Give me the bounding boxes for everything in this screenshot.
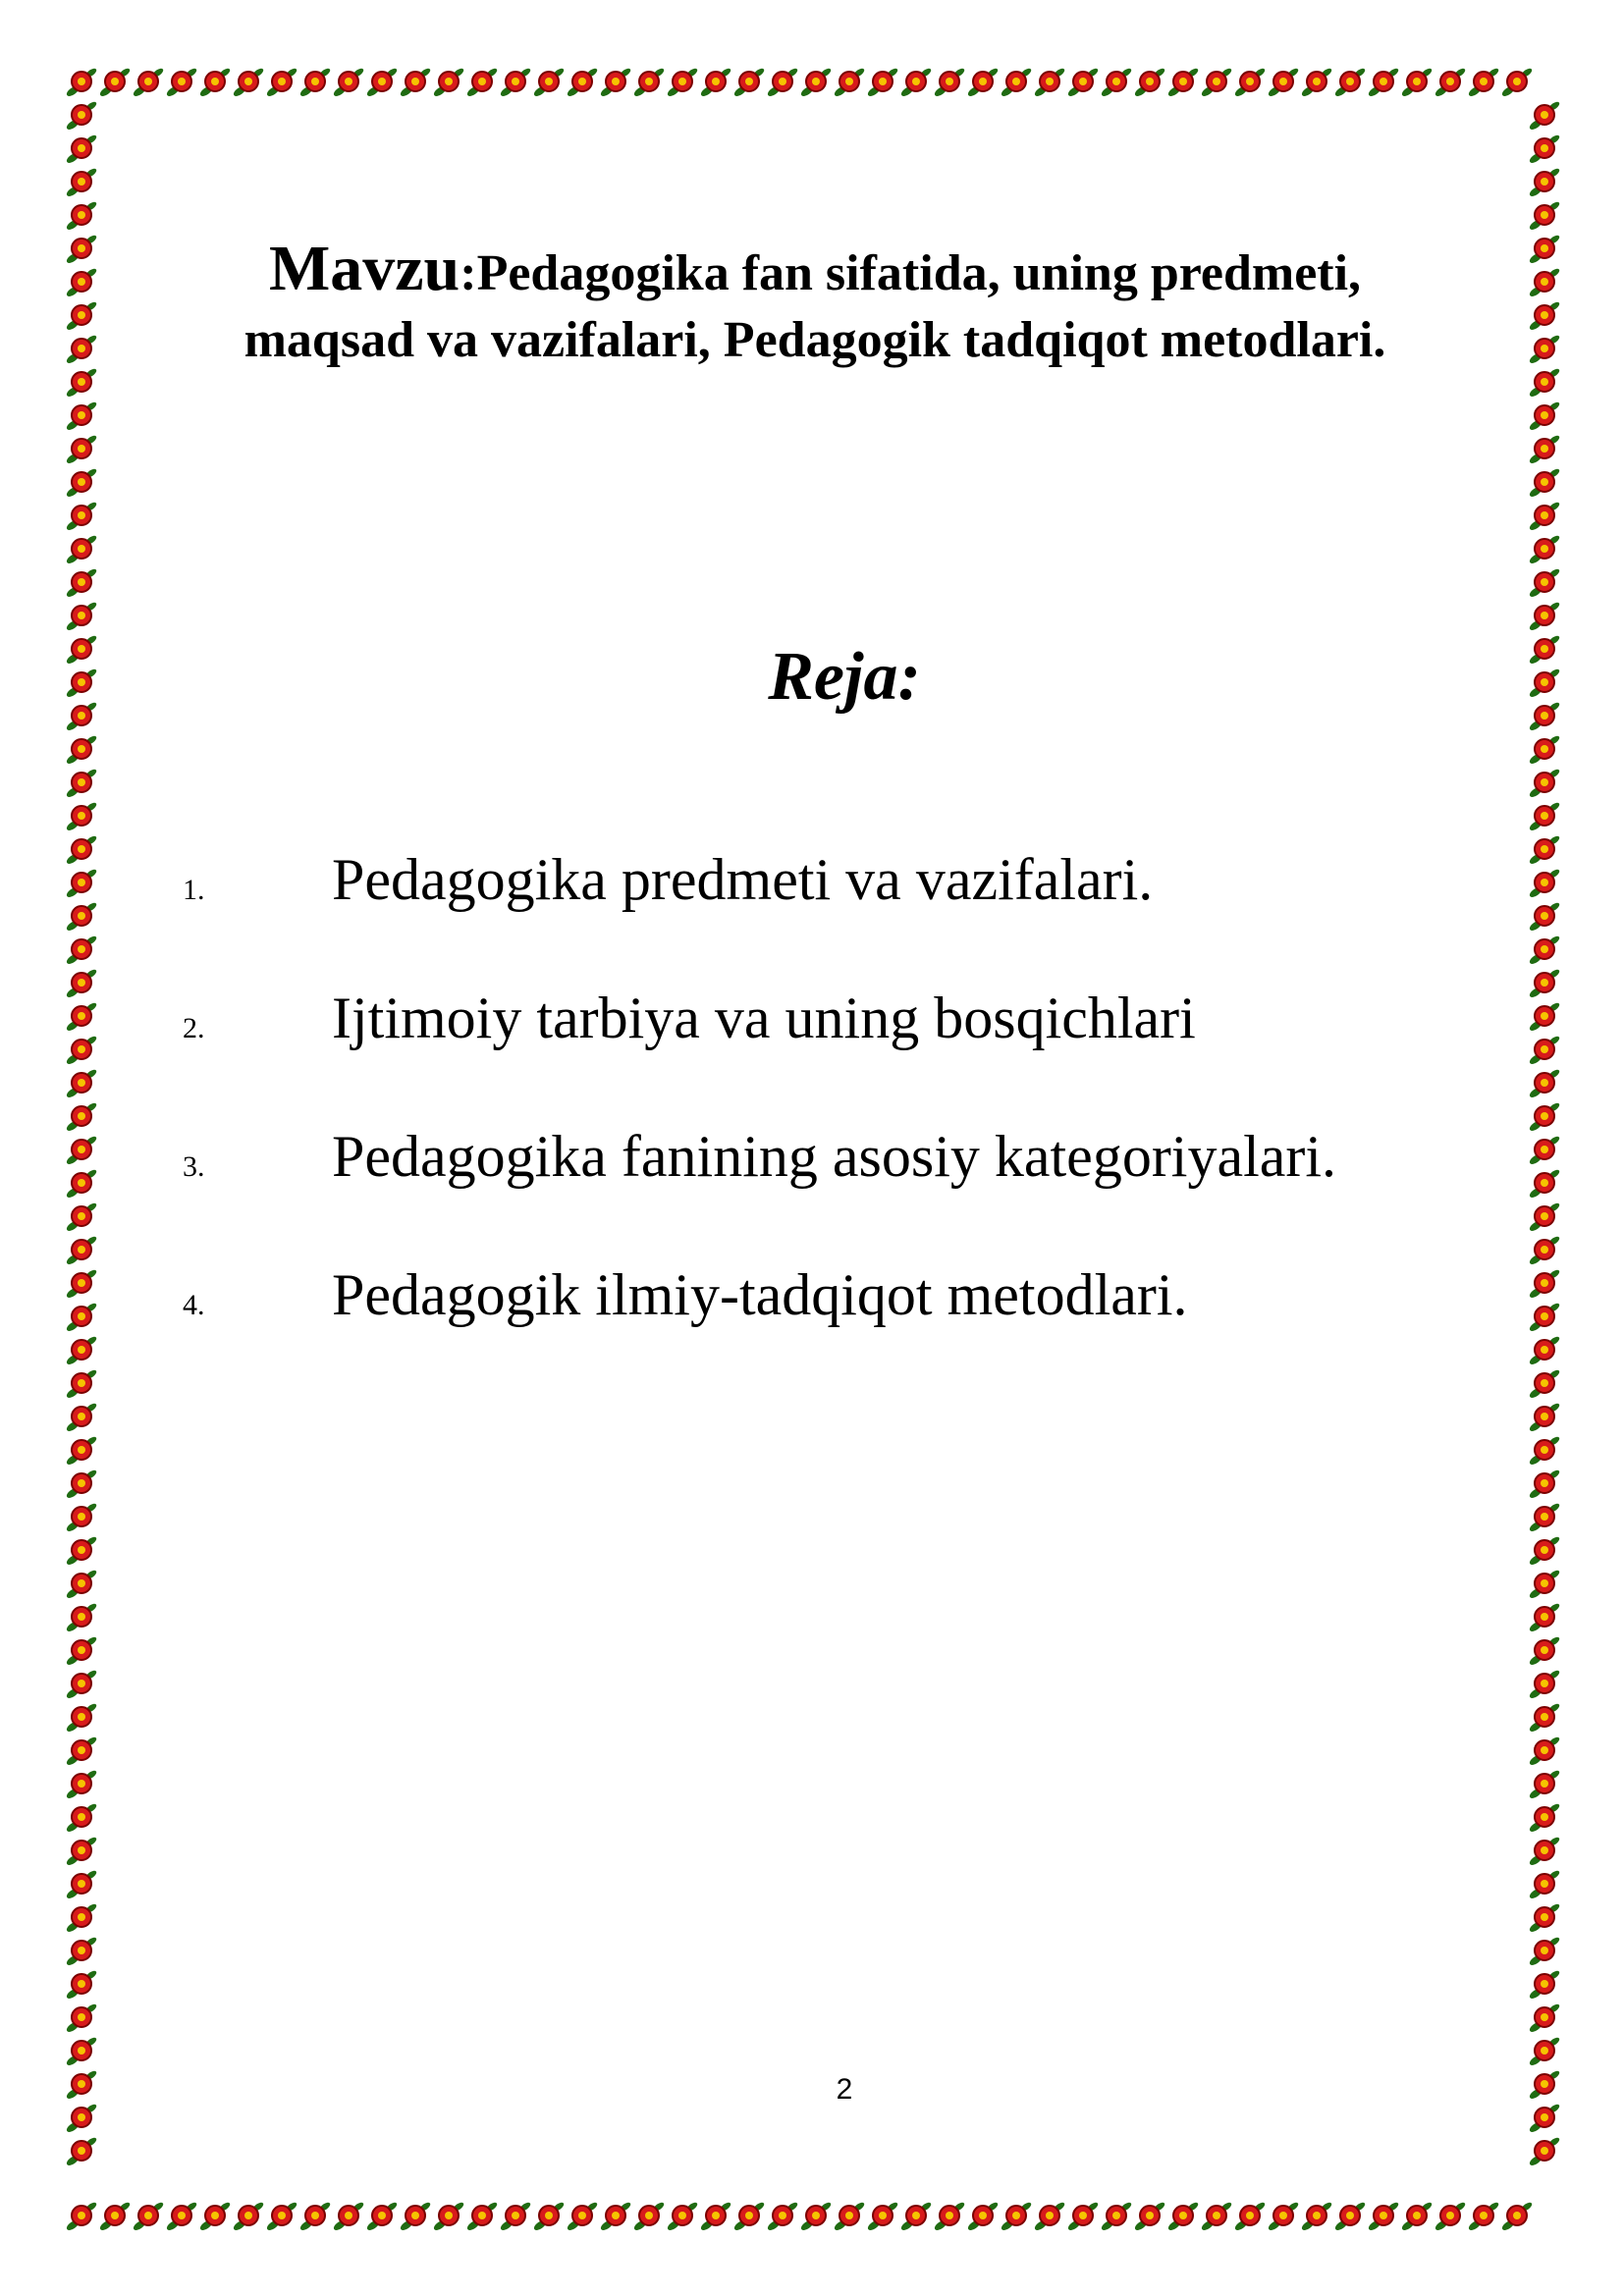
flower-icon (1267, 67, 1299, 98)
flower-icon (265, 67, 298, 98)
flower-icon (1528, 100, 1560, 132)
flower-icon (1528, 901, 1560, 933)
flower-icon (1528, 1569, 1560, 1600)
flower-icon (1528, 300, 1560, 332)
flower-icon (1528, 1302, 1560, 1333)
flower-icon (198, 67, 231, 98)
flower-icon (1400, 67, 1433, 98)
flower-icon (365, 2201, 398, 2232)
flower-icon (1528, 133, 1560, 165)
flower-icon (65, 1101, 97, 1133)
flower-icon (766, 2201, 798, 2232)
flower-icon (65, 1468, 97, 1500)
flower-icon (65, 934, 97, 966)
list-item-number: 3. (183, 1150, 205, 1183)
flower-icon (532, 2201, 565, 2232)
flower-icon (732, 2201, 765, 2232)
flower-icon (232, 2201, 264, 2232)
flower-icon (198, 2201, 231, 2232)
flower-icon (1528, 1902, 1560, 1934)
flower-icon (1033, 2201, 1065, 2232)
flower-icon (1528, 934, 1560, 966)
flower-icon (165, 67, 197, 98)
flower-icon (1333, 2201, 1366, 2232)
flower-icon (1133, 67, 1165, 98)
flower-icon (332, 67, 364, 98)
flower-icon (1528, 1535, 1560, 1567)
flower-icon (465, 2201, 498, 2232)
flower-icon (666, 2201, 698, 2232)
flower-icon (65, 1168, 97, 1200)
flower-icon (65, 1635, 97, 1667)
list-item (177, 983, 1453, 1121)
flower-icon (1528, 1669, 1560, 1700)
flower-icon (1367, 67, 1399, 98)
flower-icon (132, 67, 164, 98)
flower-icon (1233, 67, 1266, 98)
flower-icon (65, 1869, 97, 1900)
flower-icon (599, 2201, 631, 2232)
flower-icon (1528, 1936, 1560, 1967)
flower-icon (132, 2201, 164, 2232)
flower-icon (1528, 1468, 1560, 1500)
flower-icon (1100, 67, 1132, 98)
flower-icon (65, 1702, 97, 1734)
flower-icon (65, 567, 97, 599)
flower-icon (899, 67, 932, 98)
flower-icon (65, 1602, 97, 1633)
flower-icon (65, 534, 97, 565)
flower-icon (966, 67, 999, 98)
flower-icon (1233, 2201, 1266, 2232)
flower-icon (1528, 734, 1560, 766)
flower-icon (465, 67, 498, 98)
flower-icon (65, 1535, 97, 1567)
flower-icon (332, 2201, 364, 2232)
flower-icon (1528, 1502, 1560, 1533)
flower-icon (1528, 1001, 1560, 1033)
list-item-number: 2. (183, 1012, 205, 1044)
flower-icon (599, 67, 631, 98)
flower-icon (65, 434, 97, 465)
flower-icon (65, 1235, 97, 1266)
flower-icon (1528, 2036, 1560, 2067)
flower-icon (65, 2103, 97, 2134)
flower-icon (1528, 501, 1560, 532)
flower-icon (532, 67, 565, 98)
list-item-number: 4. (183, 1289, 205, 1321)
flower-icon (1528, 1869, 1560, 1900)
flower-icon (1528, 1435, 1560, 1467)
flower-icon (399, 2201, 431, 2232)
flower-icon (1434, 2201, 1466, 2232)
flower-icon (699, 2201, 731, 2232)
flower-icon (65, 734, 97, 766)
flower-icon (1066, 2201, 1099, 2232)
flower-icon (298, 2201, 331, 2232)
flower-icon (65, 601, 97, 632)
flower-icon (1528, 2103, 1560, 2134)
flower-icon (1528, 1135, 1560, 1166)
flower-icon (1528, 768, 1560, 799)
flower-icon (65, 200, 97, 232)
flower-icon (1300, 2201, 1332, 2232)
flower-icon (666, 67, 698, 98)
flower-icon (1528, 1735, 1560, 1767)
flower-icon (65, 1201, 97, 1233)
flower-icon (432, 67, 464, 98)
flower-icon (65, 167, 97, 198)
flower-icon (65, 400, 97, 432)
page-number: 2 (836, 2073, 853, 2106)
decorative-border-bottom (65, 2199, 1561, 2232)
flower-icon (1467, 67, 1499, 98)
flower-icon (1467, 2201, 1499, 2232)
flower-icon (1033, 67, 1065, 98)
flower-icon (499, 67, 531, 98)
flower-icon (1528, 1635, 1560, 1667)
flower-icon (1528, 267, 1560, 298)
flower-icon (432, 2201, 464, 2232)
flower-icon (632, 2201, 665, 2232)
list-item (177, 1259, 1453, 1398)
flower-icon (65, 1836, 97, 1867)
flower-icon (1528, 200, 1560, 232)
flower-icon (65, 133, 97, 165)
flower-icon (1300, 67, 1332, 98)
flower-icon (65, 1802, 97, 1834)
topic-title (216, 233, 1414, 374)
flower-icon (1528, 567, 1560, 599)
flower-icon (1000, 67, 1032, 98)
flower-icon (799, 67, 832, 98)
flower-icon (1528, 1035, 1560, 1066)
flower-icon (399, 67, 431, 98)
decorative-border-left (65, 98, 98, 2199)
list-item-text: Pedagogika fanining asosiy kategoriyalari. (332, 1124, 1337, 1189)
flower-icon (65, 501, 97, 532)
flower-icon (365, 67, 398, 98)
flower-icon (1166, 2201, 1199, 2232)
flower-icon (1528, 1802, 1560, 1834)
flower-icon (1200, 2201, 1232, 2232)
flower-icon (732, 67, 765, 98)
flower-icon (65, 2136, 97, 2167)
flower-icon (65, 1068, 97, 1099)
flower-icon (65, 1135, 97, 1166)
flower-icon (1400, 2201, 1433, 2232)
flower-icon (98, 2201, 131, 2232)
flower-icon (65, 1268, 97, 1300)
flower-icon (65, 1669, 97, 1700)
flower-icon (1528, 801, 1560, 832)
list-item-text: Pedagogika predmeti va vazifalari. (332, 847, 1154, 912)
flower-icon (65, 834, 97, 866)
flower-icon (1528, 467, 1560, 499)
flower-icon (799, 2201, 832, 2232)
flower-icon (1367, 2201, 1399, 2232)
flower-icon (632, 67, 665, 98)
flower-icon (1528, 2136, 1560, 2167)
flower-icon (499, 2201, 531, 2232)
flower-icon (65, 1936, 97, 1967)
flower-icon (1528, 1068, 1560, 1099)
flower-icon (1528, 167, 1560, 198)
flower-icon (866, 67, 898, 98)
plan-list (177, 844, 1453, 1398)
flower-icon (65, 901, 97, 933)
flower-icon (1333, 67, 1366, 98)
flower-icon (1528, 868, 1560, 899)
flower-icon (165, 2201, 197, 2232)
flower-icon (65, 801, 97, 832)
flower-icon (1528, 234, 1560, 265)
list-item-number: 1. (183, 874, 205, 906)
flower-icon (1528, 1602, 1560, 1633)
flower-icon (966, 2201, 999, 2232)
flower-icon (699, 67, 731, 98)
list-item-text: Ijtimoiy tarbiya va uning bosqichlari (332, 986, 1196, 1050)
flower-icon (65, 1368, 97, 1400)
flower-icon (1133, 2201, 1165, 2232)
decorative-border-top (65, 65, 1561, 98)
flower-icon (298, 67, 331, 98)
flower-icon (933, 67, 965, 98)
plan-heading: Reja: (768, 639, 921, 715)
flower-icon (1528, 1168, 1560, 1200)
flower-icon (65, 234, 97, 265)
flower-icon (1200, 67, 1232, 98)
flower-icon (65, 868, 97, 899)
topic-title-lead: Mavzu (268, 233, 460, 304)
flower-icon (65, 1902, 97, 1934)
flower-icon (65, 1035, 97, 1066)
flower-icon (1528, 1702, 1560, 1734)
topic-title-text: :Pedagogika fan sifatida, uning predmeti, maqsad va vazifalari, Pedagogik tadqiqot metodlari. (244, 245, 1386, 368)
flower-icon (1528, 968, 1560, 999)
flower-icon (833, 67, 865, 98)
flower-icon (65, 1435, 97, 1467)
flower-icon (899, 2201, 932, 2232)
flower-icon (1528, 534, 1560, 565)
flower-icon (1500, 67, 1533, 98)
flower-icon (566, 2201, 598, 2232)
flower-icon (1267, 2201, 1299, 2232)
flower-icon (65, 67, 97, 98)
flower-icon (65, 768, 97, 799)
flower-icon (1528, 1769, 1560, 1800)
flower-icon (1528, 834, 1560, 866)
flower-icon (65, 267, 97, 298)
flower-icon (232, 67, 264, 98)
flower-icon (1528, 1101, 1560, 1133)
flower-icon (1434, 67, 1466, 98)
flower-icon (1528, 1268, 1560, 1300)
flower-icon (1066, 67, 1099, 98)
flower-icon (65, 2002, 97, 2034)
flower-icon (766, 67, 798, 98)
flower-icon (1528, 1235, 1560, 1266)
flower-icon (1528, 334, 1560, 365)
flower-icon (65, 1001, 97, 1033)
flower-icon (1528, 1335, 1560, 1366)
flower-icon (98, 67, 131, 98)
flower-icon (866, 2201, 898, 2232)
flower-icon (65, 1502, 97, 1533)
flower-icon (1528, 434, 1560, 465)
flower-icon (1000, 2201, 1032, 2232)
flower-icon (1100, 2201, 1132, 2232)
flower-icon (65, 1302, 97, 1333)
list-item (177, 1121, 1453, 1259)
flower-icon (65, 334, 97, 365)
flower-icon (65, 968, 97, 999)
flower-icon (1528, 1368, 1560, 1400)
decorative-border-right (1528, 98, 1561, 2199)
flower-icon (65, 1569, 97, 1600)
flower-icon (65, 467, 97, 499)
flower-icon (566, 67, 598, 98)
flower-icon (1528, 1836, 1560, 1867)
flower-icon (265, 2201, 298, 2232)
flower-icon (65, 2201, 97, 2232)
flower-icon (833, 2201, 865, 2232)
list-item (177, 844, 1453, 983)
flower-icon (933, 2201, 965, 2232)
flower-icon (1528, 367, 1560, 399)
list-item-text: Pedagogik ilmiy-tadqiqot metodlari. (332, 1262, 1188, 1327)
flower-icon (1528, 400, 1560, 432)
flower-icon (65, 1735, 97, 1767)
flower-icon (1528, 601, 1560, 632)
flower-icon (65, 367, 97, 399)
flower-icon (65, 2036, 97, 2067)
flower-icon (1528, 2002, 1560, 2034)
flower-icon (65, 1335, 97, 1366)
flower-icon (1528, 1969, 1560, 2001)
flower-icon (1166, 67, 1199, 98)
flower-icon (65, 300, 97, 332)
flower-icon (65, 1769, 97, 1800)
flower-icon (1528, 1402, 1560, 1433)
flower-icon (65, 1969, 97, 2001)
flower-icon (65, 1402, 97, 1433)
flower-icon (1500, 2201, 1533, 2232)
flower-icon (1528, 1201, 1560, 1233)
flower-icon (65, 100, 97, 132)
